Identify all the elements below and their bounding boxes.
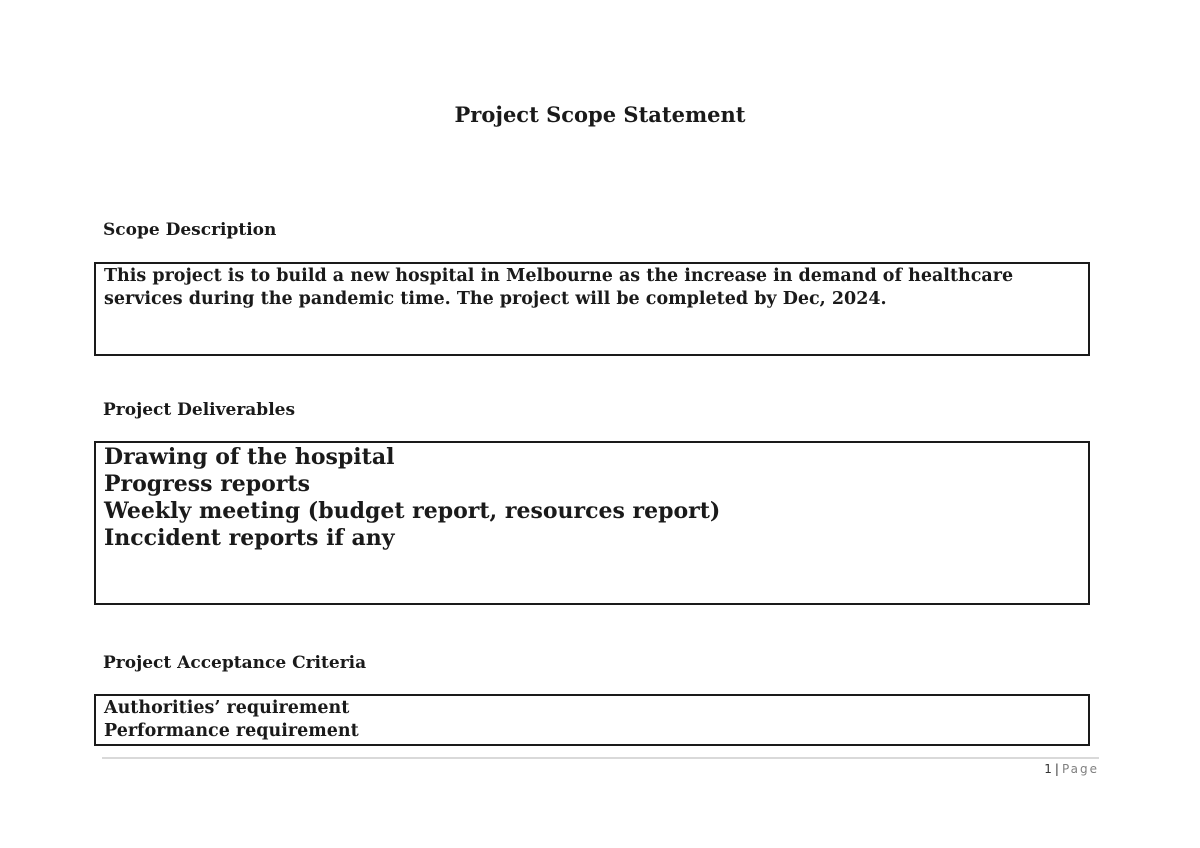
scope-description-heading: Scope Description: [103, 220, 277, 240]
project-deliverables-box: [94, 441, 1090, 605]
page-number: 1: [1044, 762, 1052, 776]
page-footer: [1044, 762, 1099, 776]
deliverable-item: Weekly meeting (budget report, resources report): [104, 498, 721, 524]
page-title: Project Scope Statement: [454, 102, 746, 127]
acceptance-criteria-box: [94, 694, 1090, 746]
acceptance-criteria-item: Performance requirement: [104, 721, 359, 741]
footer-divider: [102, 757, 1099, 759]
project-deliverables-heading: Project Deliverables: [103, 400, 296, 420]
page-label: Page: [1061, 762, 1099, 776]
acceptance-criteria-heading: Project Acceptance Criteria: [103, 653, 367, 673]
scope-description-box: [94, 262, 1090, 356]
scope-description-text: This project is to build a new hospital in Melbourne as the increase in demand of healthcare services during the pandemic time. The project will be completed by Dec, 2024.: [104, 266, 1014, 309]
footer-separator: |: [1054, 762, 1059, 776]
deliverable-item: Inccident reports if any: [104, 525, 395, 551]
deliverable-item: Progress reports: [104, 471, 310, 497]
acceptance-criteria-item: Authorities’ requirement: [104, 698, 350, 718]
deliverable-item: Drawing of the hospital: [104, 444, 395, 470]
